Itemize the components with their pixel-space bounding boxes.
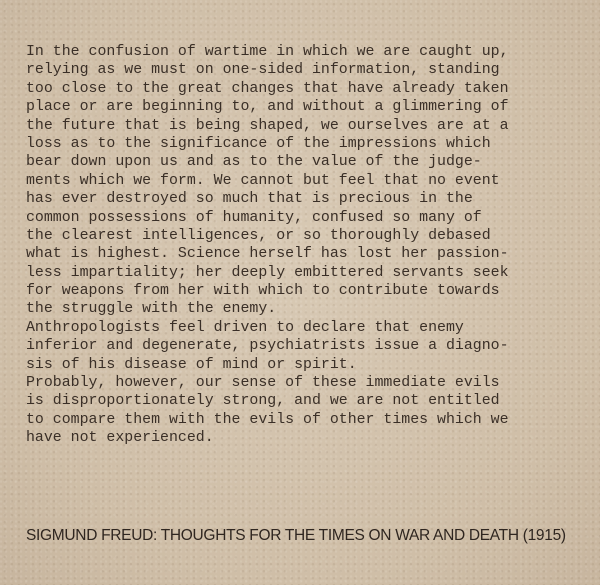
quote-line: common possessions of humanity, confused so many of xyxy=(26,209,482,226)
quote-line: relying as we must on one-sided information, standing xyxy=(26,62,500,79)
quote-line: sis of his disease of mind or spirit. xyxy=(26,356,357,373)
quote-line: is disproportionately strong, and we are not entitled xyxy=(26,393,500,410)
quote-line: Anthropologists feel driven to declare that enemy xyxy=(26,319,464,336)
quote-line: the struggle with the enemy. xyxy=(26,301,277,318)
quote-line: less impartiality; her deeply embittered servants seek xyxy=(26,264,509,281)
quote-line: too close to the great changes that have already taken xyxy=(26,80,509,97)
quote-line: place or are beginning to, and without a glimmering of xyxy=(26,99,509,116)
quote-line: ments which we form. We cannot but feel that no event xyxy=(26,172,500,189)
quote-line: loss as to the significance of the impressions which xyxy=(26,135,491,152)
quote-attribution: SIGMUND FREUD: THOUGHTS FOR THE TIMES ON WAR AND DEATH (1915) xyxy=(26,527,566,544)
quote-line: Probably, however, our sense of these immediate evils xyxy=(26,375,500,392)
quote-line: what is highest. Science herself has lost her passion- xyxy=(26,246,509,263)
quote-line: the clearest intelligences, or so thoroughly debased xyxy=(26,227,491,244)
quote-line: to compare them with the evils of other times which we xyxy=(26,411,509,428)
quote-line: has ever destroyed so much that is precious in the xyxy=(26,191,473,208)
quote-line: inferior and degenerate, psychiatrists issue a diagno- xyxy=(26,338,509,355)
quote-text xyxy=(26,43,596,448)
quote-line: have not experienced. xyxy=(26,430,214,447)
quote-line: bear down upon us and as to the value of the judge- xyxy=(26,154,482,171)
quote-line: for weapons from her with which to contribute towards xyxy=(26,283,500,300)
quote-line: In the confusion of wartime in which we are caught up, xyxy=(26,44,509,60)
quote-line: the future that is being shaped, we ourselves are at a xyxy=(26,117,509,134)
